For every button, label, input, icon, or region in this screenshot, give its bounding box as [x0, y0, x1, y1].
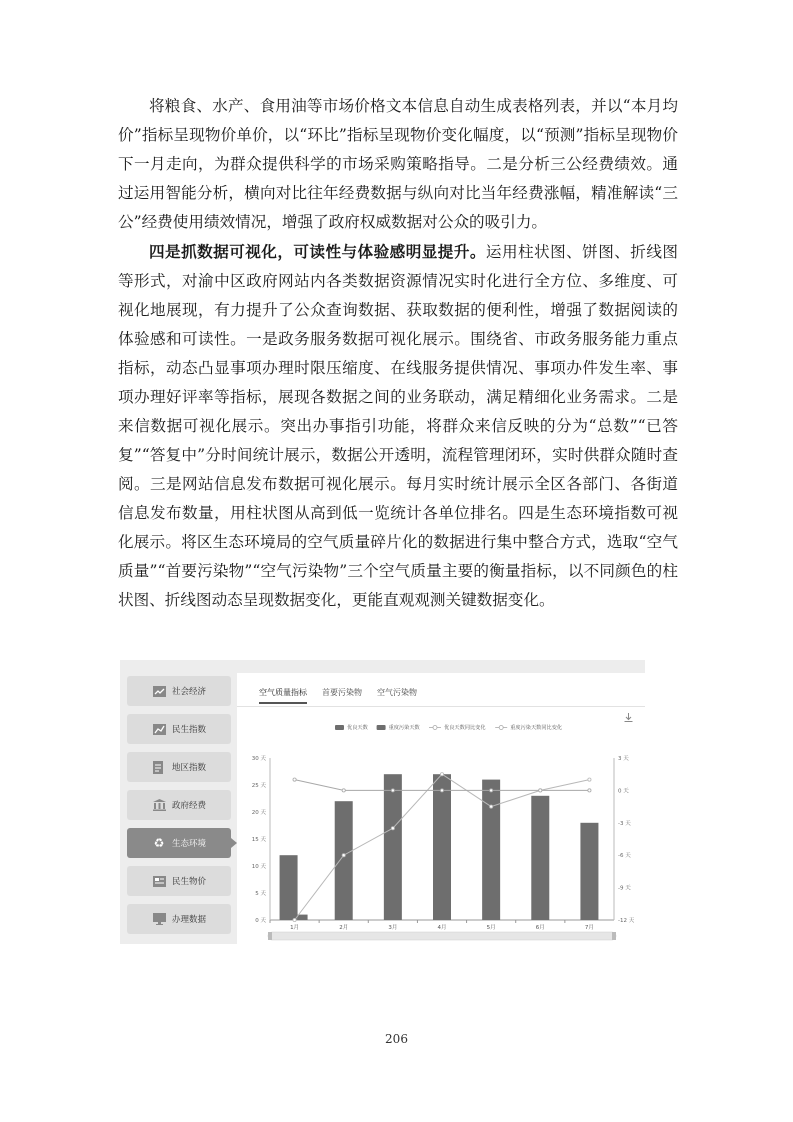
line-point [440, 773, 443, 776]
legend-swatch [335, 725, 344, 730]
y-left-tick-label: 25 天 [251, 783, 266, 789]
dashboard-screenshot [120, 660, 645, 944]
sidebar-item-ecology[interactable] [127, 828, 231, 858]
x-tick-label: 3月 [388, 925, 398, 931]
y-left-tick-label: 15 天 [251, 837, 266, 843]
line-point [588, 789, 591, 792]
bar-good-days [531, 796, 549, 920]
bar-good-days [280, 855, 298, 920]
x-tick-label: 4月 [437, 925, 447, 931]
tab-primary-pollutant[interactable]: 首要污染物 [322, 688, 362, 697]
paragraph-2 [118, 237, 678, 615]
line-point [588, 778, 591, 781]
line-point [342, 789, 345, 792]
price-tag-icon [152, 874, 166, 888]
x-tick-label: 1月 [290, 925, 300, 931]
legend-swatch [377, 725, 386, 730]
line-point [391, 789, 394, 792]
legend-swatch [433, 726, 437, 730]
line-point [440, 789, 443, 792]
document-icon [152, 760, 166, 774]
sidebar-item-processing-data[interactable] [127, 904, 231, 934]
chart-panel [237, 673, 645, 944]
sidebar-item-label: 民生指数 [172, 725, 207, 735]
sidebar-item-label: 社会经济 [172, 687, 207, 697]
bar-good-days [384, 774, 402, 920]
page-number: 206 [385, 1032, 408, 1046]
range-slider-handle-right [612, 932, 616, 940]
line-point [539, 789, 542, 792]
y-left-tick-label: 20 天 [251, 810, 266, 816]
line-point [490, 805, 493, 808]
bar-heavy-pollution-days [298, 915, 308, 920]
x-tick-label: 7月 [584, 925, 594, 931]
y-right-tick-label: -3 天 [618, 820, 631, 827]
line-point [391, 827, 394, 830]
sidebar-item-government-funding[interactable] [127, 790, 231, 820]
tab-bar [259, 687, 432, 704]
legend-label: 优良天数同比变化 [444, 725, 486, 731]
y-right-tick-label: 0 天 [618, 788, 629, 795]
x-tick-label: 6月 [535, 925, 545, 931]
line-point [293, 918, 296, 921]
y-left-tick-label: 5 天 [255, 891, 266, 897]
sidebar-item-label: 地区指数 [172, 763, 207, 773]
sidebar-item-region-index[interactable] [127, 752, 231, 782]
bar-good-days [335, 801, 353, 920]
legend-label: 重度污染天数同比变化 [510, 725, 563, 731]
tab-divider [237, 706, 645, 707]
line-point [490, 789, 493, 792]
legend-label: 重度污染天数 [388, 725, 420, 731]
x-tick-label: 2月 [339, 925, 349, 931]
line-point [293, 778, 296, 781]
line-point [342, 854, 345, 857]
sidebar-item-prices[interactable] [127, 866, 231, 896]
y-left-tick-label: 0 天 [255, 918, 266, 924]
y-right-tick-label: 3 天 [618, 756, 629, 762]
paragraph-1: 将粮食、水产、食用油等市场价格文本信息自动生成表格列表，并以“本月均价”指标呈现物价单价，以“环比”指标呈现物价变化幅度，以“预测”指标呈现物价下一月走向，为群众提供科学的市场采购策略指导。二是分析三公经费绩效。通过运用智能分析，横向对比往年经费数据与纵向对比当年经费涨幅，精准解读“三公”经费使用绩效情况，增强了政府权威数据对公众的吸引力。 [118, 97, 678, 231]
air-quality-chart [237, 713, 645, 944]
monitor-icon [152, 912, 166, 926]
y-right-tick-label: -9 天 [618, 885, 631, 892]
y-left-tick-label: 30 天 [251, 756, 266, 762]
tab-air-pollutants[interactable]: 空气污染物 [377, 688, 417, 697]
x-tick-label: 5月 [486, 925, 496, 931]
sidebar-item-label: 政府经费 [172, 801, 207, 811]
trend-line-icon [152, 722, 166, 736]
sidebar-item-livelihood-index[interactable] [127, 714, 231, 744]
range-slider [268, 932, 616, 940]
bank-icon [152, 798, 166, 812]
bar-good-days [580, 823, 598, 920]
sidebar-item-label: 办理数据 [172, 915, 207, 925]
bar-good-days [433, 774, 451, 920]
paragraph-2-body: 运用柱状图、饼图、折线图等形式，对渝中区政府网站内各类数据资源情况实时化进行全方位、多维度、可视化地展现，有力提升了公众查询数据、获取数据的便利性，增强了数据阅读的体验感和可读性。一是政务服务数据可视化展示。围绕省、市政务服务能力重点指标，动态凸显事项办理时限压缩度、在线服务提供情况、事项办件发生率、事项办理好评率等指标，展现各数据之间的业务联动，满足精细化业务需求。二是来信数据可视化展示。突出办事指引功能，将群众来信反映的分为“总数”“已答复”“答复中”分时间统计展示，数据公开透明，流程管理闭环，实时供群众随时查阅。三是网站信息发布数据可视化展示。每月实时统计展示全区各部门、各街道信息发布数量，用柱状图从高到低一览统计各单位排名。四是生态环境指数可视化展示。将区生态环境局的空气质量碎片化的数据进行集中整合方式，选取“空气质量”“首要污染物”“空气污染物”三个空气质量主要的衡量指标，以不同颜色的柱状图、折线图动态呈现数据变化，更能直观观测关键数据变化。 [118, 243, 678, 609]
y-left-tick-label: 10 天 [251, 864, 266, 870]
bar-good-days [482, 780, 500, 920]
y-right-tick-label: -12 天 [618, 918, 635, 924]
recycle-icon: ♻ [153, 836, 165, 850]
range-slider-handle-left [268, 932, 272, 940]
trend-chart-icon [152, 684, 166, 698]
legend-label: 优良天数 [347, 725, 368, 731]
y-right-tick-label: -6 天 [618, 853, 631, 860]
legend-swatch [499, 726, 503, 730]
tab-air-quality[interactable]: 空气质量指标 [259, 687, 307, 704]
sidebar [127, 676, 231, 942]
body-text [118, 92, 678, 615]
sidebar-item-label: 生态环境 [172, 839, 207, 849]
sidebar-item-economy[interactable] [127, 676, 231, 706]
sidebar-item-label: 民生物价 [172, 877, 207, 887]
paragraph-heading: 四是抓数据可视化，可读性与体验感明显提升。 [149, 242, 486, 261]
